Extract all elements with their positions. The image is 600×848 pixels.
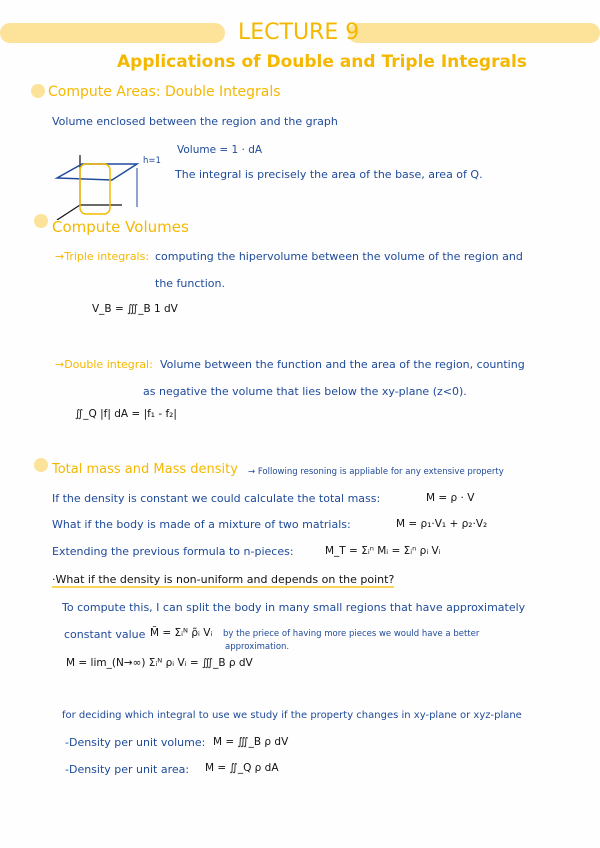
- text-line: as negative the volume that lies below the xy-plane (z<0).: [143, 385, 467, 398]
- region-diagram: [52, 150, 142, 220]
- text-line: the function.: [155, 277, 225, 290]
- section-heading: Compute Volumes: [52, 218, 189, 236]
- height-label: h=1: [143, 156, 161, 166]
- text-line: The integral is precisely the area of the base, area of Q.: [175, 168, 483, 181]
- formula: M̃ = Σᵢᴺ ρ̃ᵢ Vᵢ: [150, 627, 213, 639]
- title-bar-left: [0, 23, 225, 43]
- text-line: Volume enclosed between the region and the graph: [52, 115, 338, 128]
- lecture-title: LECTURE 9: [238, 20, 360, 45]
- label: →Triple integrals:: [55, 250, 150, 263]
- formula: M = ρ · V: [426, 492, 475, 504]
- formula: M = ρ₁·V₁ + ρ₂·V₂: [396, 518, 488, 530]
- formula: V_B = ∭_B 1 dV: [92, 303, 178, 315]
- text-line: What if the body is made of a mixture of two matrials:: [52, 518, 351, 531]
- bullet-dot: [31, 84, 45, 98]
- formula: ∬_Q |f| dA = |f₁ - f₂|: [75, 408, 177, 420]
- formula: Volume = 1 · dA: [177, 144, 263, 156]
- text-line: for deciding which integral to use we study if the property changes in xy-plane or xyz-plane: [62, 710, 522, 721]
- list-item: -Density per unit volume:: [65, 736, 206, 749]
- text-line: If the density is constant we could calculate the total mass:: [52, 492, 381, 505]
- text-line: Extending the previous formula to n-pieces:: [52, 545, 294, 558]
- formula: M = ∬_Q ρ dA: [205, 762, 279, 774]
- text-line: Volume between the function and the area of the region, counting: [160, 358, 525, 371]
- text-line: constant value: [64, 628, 146, 641]
- note: approximation.: [225, 642, 290, 652]
- bullet-dot: [34, 458, 48, 472]
- title-bar-right: [348, 23, 600, 43]
- section-heading: Total mass and Mass density: [52, 462, 238, 477]
- formula: M = ∭_B ρ dV: [213, 736, 289, 748]
- note: by the priece of having more pieces we would have a better: [223, 629, 480, 639]
- label: →Double integral:: [55, 358, 153, 371]
- section-heading: Compute Areas: Double Integrals: [48, 84, 281, 100]
- note: → Following resoning is appliable for any extensive property: [248, 467, 504, 477]
- text-line: To compute this, I can split the body in many small regions that have approximately: [62, 601, 526, 614]
- lecture-subtitle: Applications of Double and Triple Integrals: [117, 52, 527, 72]
- formula: M_T = Σᵢⁿ Mᵢ = Σᵢⁿ ρᵢ Vᵢ: [325, 545, 441, 557]
- list-item: -Density per unit area:: [65, 763, 190, 776]
- formula: M = lim_(N→∞) Σᵢᴺ ρᵢ Vᵢ = ∭_B ρ dV: [66, 657, 253, 669]
- question: ·What if the density is non-uniform and depends on the point?: [52, 573, 395, 586]
- text-line: computing the hipervolume between the volume of the region and: [155, 250, 523, 263]
- bullet-dot: [34, 214, 48, 228]
